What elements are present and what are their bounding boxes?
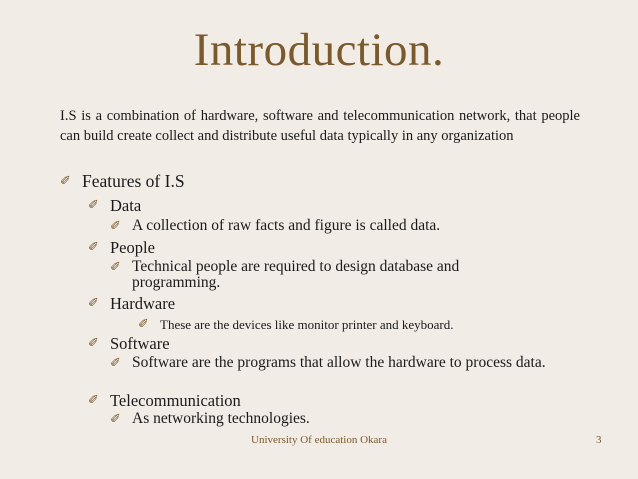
item-hardware-desc	[138, 315, 558, 334]
checkmark-bullet-icon: ✐	[88, 198, 99, 213]
features-heading: Features of I.S	[82, 171, 185, 191]
features-heading-bullet	[60, 172, 185, 191]
page-number: 3	[596, 434, 602, 446]
checkmark-bullet-icon: ✐	[88, 296, 99, 311]
checkmark-bullet-icon: ✐	[110, 260, 121, 275]
item-software-desc	[110, 355, 550, 373]
item-data-desc	[110, 218, 550, 236]
item-label: Software	[110, 334, 170, 353]
checkmark-bullet-icon: ✐	[110, 219, 121, 234]
item-telecom-desc	[110, 411, 550, 429]
item-people-desc	[110, 259, 550, 291]
item-desc: As networking technologies.	[132, 410, 310, 427]
slide-footer: University Of education Okara	[251, 434, 387, 446]
slide-title: Introduction.	[193, 24, 445, 76]
item-data	[88, 196, 141, 215]
item-desc: Software are the programs that allow the hardware to process data.	[132, 354, 546, 371]
item-telecom	[88, 391, 241, 410]
checkmark-bullet-icon: ✐	[110, 412, 121, 427]
item-software	[88, 334, 170, 353]
item-desc: A collection of raw facts and figure is called data.	[132, 217, 441, 234]
item-desc: Technical people are required to design database and programming.	[132, 258, 460, 291]
checkmark-bullet-icon: ✐	[88, 393, 99, 408]
checkmark-bullet-icon: ✐	[88, 336, 99, 351]
item-desc: These are the devices like monitor printer and keyboard.	[160, 317, 454, 332]
checkmark-bullet-icon: ✐	[88, 240, 99, 255]
item-label: Data	[110, 196, 142, 215]
item-label: Telecommunication	[110, 391, 241, 410]
item-label: Hardware	[110, 294, 176, 313]
checkmark-bullet-icon: ✐	[60, 174, 71, 189]
item-label: People	[110, 238, 155, 257]
item-hardware	[88, 294, 175, 313]
checkmark-bullet-icon: ✐	[138, 317, 149, 332]
item-people	[88, 238, 155, 257]
intro-paragraph: I.S is a combination of hardware, software and telecommunication network, that people can build create collect and distribute useful data typically in any organization	[60, 108, 580, 144]
checkmark-bullet-icon: ✐	[110, 356, 121, 371]
